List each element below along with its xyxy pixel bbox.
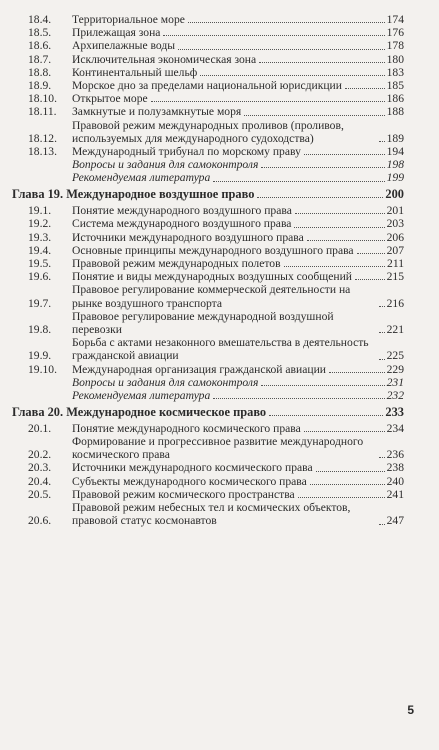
toc-entry-title: Прилежащая зона	[72, 26, 161, 40]
toc-appendix-entry	[12, 171, 404, 184]
dot-leader	[188, 21, 385, 23]
toc-entry-number: 18.6.	[28, 39, 52, 53]
toc-entry-title: Замкнутые и полузамкнутые моря	[72, 105, 242, 119]
toc-entry-number: 20.4.	[28, 474, 52, 488]
dot-leader	[316, 470, 385, 472]
dot-leader	[151, 100, 385, 102]
toc-entry-page: 247	[386, 514, 404, 528]
toc-entry-number: 18.12.	[28, 131, 57, 145]
toc-entry	[12, 105, 404, 118]
dot-leader	[259, 61, 385, 63]
toc-appendix-entry	[12, 376, 404, 389]
toc-entry-page: 233	[385, 405, 404, 420]
toc-entry-title: Правовой режим международных полетов	[72, 257, 281, 271]
toc-entry	[12, 231, 404, 244]
toc-entry-page: 201	[386, 204, 404, 218]
toc-entry-title: Вопросы и задания для самоконтроля	[72, 375, 259, 389]
dot-leader	[345, 87, 385, 89]
toc-entry-page: 189	[386, 131, 404, 145]
dot-leader	[284, 265, 385, 267]
toc-entry-page: 183	[386, 65, 404, 79]
toc-entry-number: 20.2.	[28, 448, 52, 462]
toc-entry-page: 186	[386, 92, 404, 106]
toc-entry-title: Рекомендуемая литература	[72, 389, 211, 403]
toc-entry-title: Понятие международного воздушного права	[72, 204, 292, 218]
toc-entry-page: 174	[386, 13, 404, 26]
dot-leader	[261, 384, 384, 386]
toc-entry-title: Система международного воздушного права	[72, 217, 292, 231]
dot-leader	[379, 140, 385, 142]
toc-entry-number: 18.11.	[28, 105, 57, 119]
toc-entry-title: Рекомендуемая литература	[72, 171, 211, 185]
toc-entry-number: 19.10.	[28, 362, 57, 376]
toc-entry-title: Открытое море	[72, 92, 148, 106]
toc-entry-number: 20.1.	[28, 421, 52, 435]
dot-leader	[213, 180, 384, 182]
dot-leader	[163, 34, 384, 36]
dot-leader	[213, 397, 384, 399]
toc-entry	[12, 204, 404, 217]
toc-entry-title: Формирование и прогрессивное развитие международного космического права	[72, 435, 364, 462]
toc-entry	[12, 283, 404, 309]
toc-entry	[12, 217, 404, 230]
toc-entry-page: 203	[386, 217, 404, 231]
dot-leader	[379, 358, 385, 360]
toc-entry-number: 20.6.	[28, 514, 52, 528]
toc-entry	[12, 26, 404, 39]
dot-leader	[261, 166, 384, 168]
dot-leader	[307, 239, 385, 241]
toc-appendix-entry	[12, 158, 404, 171]
toc-entry-number: 19.7.	[28, 296, 52, 310]
toc-entry-title: Вопросы и задания для самоконтроля	[72, 158, 259, 172]
toc-appendix-entry	[12, 389, 404, 402]
dot-leader	[178, 48, 385, 50]
toc-entry-number: 20.5.	[28, 487, 52, 501]
toc-chapter	[12, 405, 404, 419]
toc-entry-title: Глава 19. Международное воздушное право	[12, 187, 255, 202]
toc-entry	[12, 53, 404, 66]
toc-entry-page: 236	[386, 448, 404, 462]
toc-entry-title: Морское дно за пределами национальной юрисдикции	[72, 79, 342, 93]
toc-entry-title: Международный трибунал по морскому праву	[72, 145, 301, 159]
toc-entry-page: 180	[386, 52, 404, 66]
toc-entry	[12, 501, 404, 527]
dot-leader	[244, 114, 384, 116]
toc-entry-page: 211	[387, 257, 404, 271]
toc-entry-title: Борьба с актами незаконного вмешательства в деятельность гражданской авиации	[72, 336, 369, 363]
toc-entry	[12, 270, 404, 283]
table-of-contents	[12, 13, 404, 528]
toc-entry-page: 188	[386, 105, 404, 119]
toc-entry-number: 18.4.	[28, 13, 52, 26]
toc-entry-number: 19.6.	[28, 270, 52, 284]
toc-entry	[12, 475, 404, 488]
toc-entry-page: 238	[386, 461, 404, 475]
toc-entry-title: Понятие международного космического права	[72, 421, 301, 435]
page-number: 5	[407, 703, 414, 717]
dot-leader	[295, 212, 385, 214]
dot-leader	[357, 252, 385, 254]
dot-leader	[304, 153, 385, 155]
dot-leader	[355, 278, 385, 280]
toc-entry-number: 18.10.	[28, 92, 57, 106]
toc-entry	[12, 13, 404, 26]
toc-entry-title: Источники международного воздушного права	[72, 230, 304, 244]
dot-leader	[257, 196, 383, 198]
toc-entry	[12, 336, 404, 362]
toc-entry-number: 18.9.	[28, 79, 52, 93]
toc-entry-title: Правовой режим космического пространства	[72, 487, 295, 501]
toc-chapter	[12, 187, 404, 201]
toc-entry-number: 20.3.	[28, 461, 52, 475]
toc-entry	[12, 435, 404, 461]
toc-entry-title: Континентальный шельф	[72, 65, 198, 79]
toc-entry-title: Понятие и виды международных воздушных сообщений	[72, 270, 352, 284]
dot-leader	[294, 226, 384, 228]
toc-entry	[12, 79, 404, 92]
toc-entry-number: 19.3.	[28, 230, 52, 244]
dot-leader	[310, 483, 385, 485]
toc-entry	[12, 119, 404, 145]
toc-entry	[12, 145, 404, 158]
dot-leader	[379, 305, 385, 307]
toc-entry	[12, 244, 404, 257]
toc-entry-page: 207	[386, 243, 404, 257]
toc-entry-number: 18.5.	[28, 26, 52, 40]
toc-entry-page: 215	[386, 270, 404, 284]
toc-entry-page: 178	[386, 39, 404, 53]
toc-entry-title: Правовой режим небесных тел и космических объектов, правовой статус космонавтов	[72, 501, 351, 528]
dot-leader	[304, 430, 385, 432]
toc-entry-page: 234	[386, 421, 404, 435]
toc-entry-title: Субъекты международного космического права	[72, 474, 307, 488]
toc-entry-page: 232	[386, 389, 404, 403]
toc-entry-number: 19.5.	[28, 257, 52, 271]
dot-leader	[200, 74, 384, 76]
toc-entry-page: 185	[386, 79, 404, 93]
toc-entry-title: Правовой режим международных проливов (проливов, используемых для международного судоходства)	[72, 118, 344, 145]
toc-entry-page: 176	[386, 26, 404, 40]
toc-entry	[12, 363, 404, 376]
toc-entry-page: 216	[386, 296, 404, 310]
dot-leader	[379, 456, 385, 458]
toc-entry-number: 19.2.	[28, 217, 52, 231]
toc-entry-title: Правовое регулирование международной воздушной перевозки	[72, 309, 334, 337]
toc-entry-page: 225	[386, 349, 404, 363]
toc-entry-title: Территориальное море	[72, 13, 185, 26]
toc-entry-number: 19.8.	[28, 323, 52, 337]
toc-entry-page: 240	[386, 474, 404, 488]
toc-entry-number: 19.9.	[28, 349, 52, 363]
toc-entry	[12, 257, 404, 270]
toc-entry-number: 19.1.	[28, 204, 52, 218]
toc-entry-title: Международная организация гражданской авиации	[72, 362, 326, 376]
toc-entry	[12, 39, 404, 52]
toc-entry-page: 200	[385, 187, 404, 202]
toc-entry-page: 199	[386, 171, 404, 185]
toc-entry	[12, 310, 404, 336]
toc-entry-number: 18.13.	[28, 145, 57, 159]
toc-entry	[12, 461, 404, 474]
toc-entry-page: 198	[386, 158, 404, 172]
toc-entry-title: Правовое регулирование коммерческой деятельности на рынке воздушного транспорта	[72, 283, 351, 310]
toc-entry-page: 229	[386, 362, 404, 376]
toc-entry-title: Архипелажные воды	[72, 39, 176, 53]
dot-leader	[379, 523, 385, 525]
toc-entry-title: Глава 20. Международное космическое право	[12, 405, 267, 420]
dot-leader	[298, 496, 385, 498]
toc-entry	[12, 66, 404, 79]
toc-entry-number: 19.4.	[28, 243, 52, 257]
toc-entry-page: 221	[386, 323, 404, 337]
toc-entry-title: Исключительная экономическая зона	[72, 52, 257, 66]
dot-leader	[329, 371, 385, 373]
toc-entry	[12, 422, 404, 435]
toc-entry-number: 18.7.	[28, 52, 52, 66]
dot-leader	[269, 414, 383, 416]
toc-entry	[12, 92, 404, 105]
toc-entry-title: Основные принципы международного воздушного права	[72, 243, 354, 257]
toc-entry-number: 18.8.	[28, 65, 52, 79]
toc-entry-page: 206	[386, 230, 404, 244]
toc-entry-title: Источники международного космического права	[72, 461, 313, 475]
toc-entry-page: 231	[386, 375, 404, 389]
toc-entry-page: 194	[386, 145, 404, 159]
dot-leader	[379, 331, 385, 333]
toc-entry	[12, 488, 404, 501]
toc-entry-page: 241	[386, 487, 404, 501]
